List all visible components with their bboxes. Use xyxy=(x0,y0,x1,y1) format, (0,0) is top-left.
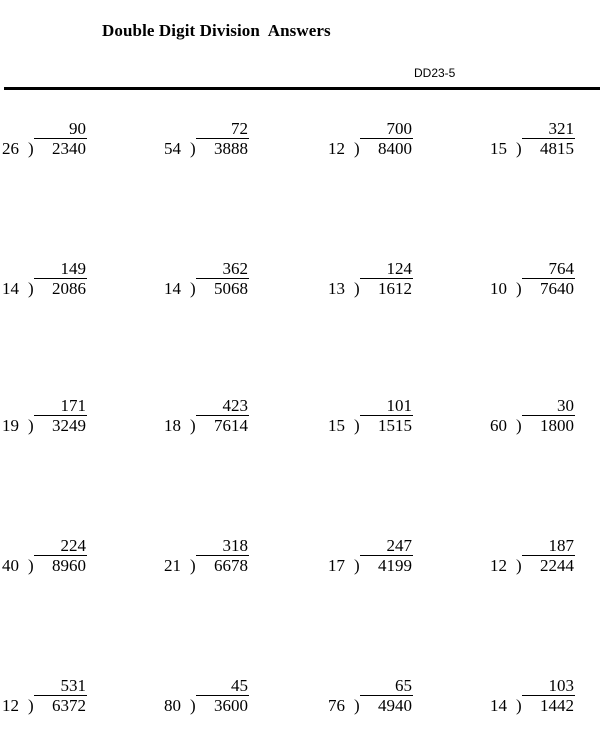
division-bracket: ) xyxy=(516,556,522,575)
division-bracket: ) xyxy=(190,139,196,158)
quotient-answer: 30 xyxy=(557,396,574,415)
division-problem xyxy=(490,259,574,299)
division-bracket: ) xyxy=(354,416,360,435)
dividend: 6678 xyxy=(214,556,248,575)
quotient-answer: 72 xyxy=(231,119,248,138)
quotient-answer: 187 xyxy=(548,536,574,555)
quotient-answer: 362 xyxy=(222,259,248,278)
dividend: 2244 xyxy=(540,556,574,575)
quotient-answer: 318 xyxy=(222,536,248,555)
division-bracket: ) xyxy=(354,139,360,158)
divisor: 80 xyxy=(164,696,181,715)
dividend: 3888 xyxy=(214,139,248,158)
dividend: 8400 xyxy=(378,139,412,158)
divisor: 21 xyxy=(164,556,181,575)
quotient-answer: 247 xyxy=(386,536,412,555)
quotient-answer: 700 xyxy=(386,119,412,138)
dividend: 1515 xyxy=(378,416,412,435)
division-problem xyxy=(164,676,248,716)
divisor: 60 xyxy=(490,416,507,435)
divisor: 40 xyxy=(2,556,19,575)
divisor: 15 xyxy=(328,416,345,435)
quotient-answer: 65 xyxy=(395,676,412,695)
dividend: 2340 xyxy=(52,139,86,158)
division-bracket: ) xyxy=(28,556,34,575)
division-bracket: ) xyxy=(28,416,34,435)
quotient-answer: 321 xyxy=(548,119,574,138)
divisor: 14 xyxy=(164,279,181,298)
quotient-answer: 171 xyxy=(60,396,86,415)
worksheet-code: DD23-5 xyxy=(414,66,456,80)
divisor: 17 xyxy=(328,556,345,575)
division-bracket: ) xyxy=(354,696,360,715)
dividend: 1800 xyxy=(540,416,574,435)
divisor: 54 xyxy=(164,139,181,158)
division-bracket: ) xyxy=(516,139,522,158)
division-problem xyxy=(490,676,574,716)
quotient-answer: 531 xyxy=(60,676,86,695)
division-problem xyxy=(2,676,86,716)
quotient-answer: 764 xyxy=(548,259,574,278)
divisor: 26 xyxy=(2,139,19,158)
division-problem xyxy=(2,396,86,436)
division-bracket: ) xyxy=(354,556,360,575)
quotient-answer: 90 xyxy=(69,119,86,138)
dividend: 8960 xyxy=(52,556,86,575)
division-problem xyxy=(490,396,574,436)
divisor: 10 xyxy=(490,279,507,298)
division-bracket: ) xyxy=(190,416,196,435)
dividend: 7640 xyxy=(540,279,574,298)
dividend: 3600 xyxy=(214,696,248,715)
quotient-answer: 124 xyxy=(386,259,412,278)
divisor: 14 xyxy=(490,696,507,715)
division-bracket: ) xyxy=(190,696,196,715)
division-problem xyxy=(2,536,86,576)
division-bracket: ) xyxy=(28,696,34,715)
division-problem xyxy=(164,536,248,576)
division-bracket: ) xyxy=(28,139,34,158)
dividend: 6372 xyxy=(52,696,86,715)
division-problem xyxy=(328,536,412,576)
divisor: 76 xyxy=(328,696,345,715)
dividend: 4940 xyxy=(378,696,412,715)
divisor: 18 xyxy=(164,416,181,435)
dividend: 4199 xyxy=(378,556,412,575)
division-bracket: ) xyxy=(354,279,360,298)
divisor: 14 xyxy=(2,279,19,298)
division-problem xyxy=(490,119,574,159)
division-problem xyxy=(490,536,574,576)
dividend: 4815 xyxy=(540,139,574,158)
division-bracket: ) xyxy=(190,556,196,575)
divisor: 15 xyxy=(490,139,507,158)
divisor: 12 xyxy=(328,139,345,158)
division-problem xyxy=(328,676,412,716)
quotient-answer: 101 xyxy=(386,396,412,415)
division-bracket: ) xyxy=(190,279,196,298)
division-problem xyxy=(2,259,86,299)
quotient-answer: 149 xyxy=(60,259,86,278)
header-rule xyxy=(4,87,600,90)
divisor: 12 xyxy=(490,556,507,575)
division-bracket: ) xyxy=(28,279,34,298)
division-bracket: ) xyxy=(516,696,522,715)
division-bracket: ) xyxy=(516,416,522,435)
division-problem xyxy=(328,396,412,436)
division-problem xyxy=(164,396,248,436)
dividend: 1442 xyxy=(540,696,574,715)
division-problem xyxy=(328,119,412,159)
dividend: 1612 xyxy=(378,279,412,298)
dividend: 3249 xyxy=(52,416,86,435)
quotient-answer: 103 xyxy=(548,676,574,695)
division-bracket: ) xyxy=(516,279,522,298)
divisor: 19 xyxy=(2,416,19,435)
quotient-answer: 224 xyxy=(60,536,86,555)
dividend: 7614 xyxy=(214,416,248,435)
divisor: 13 xyxy=(328,279,345,298)
quotient-answer: 45 xyxy=(231,676,248,695)
worksheet-title: Double Digit Division Answers xyxy=(102,21,331,40)
division-problem xyxy=(164,119,248,159)
division-problem xyxy=(164,259,248,299)
dividend: 5068 xyxy=(214,279,248,298)
dividend: 2086 xyxy=(52,279,86,298)
divisor: 12 xyxy=(2,696,19,715)
division-problem xyxy=(2,119,86,159)
division-problem xyxy=(328,259,412,299)
quotient-answer: 423 xyxy=(222,396,248,415)
